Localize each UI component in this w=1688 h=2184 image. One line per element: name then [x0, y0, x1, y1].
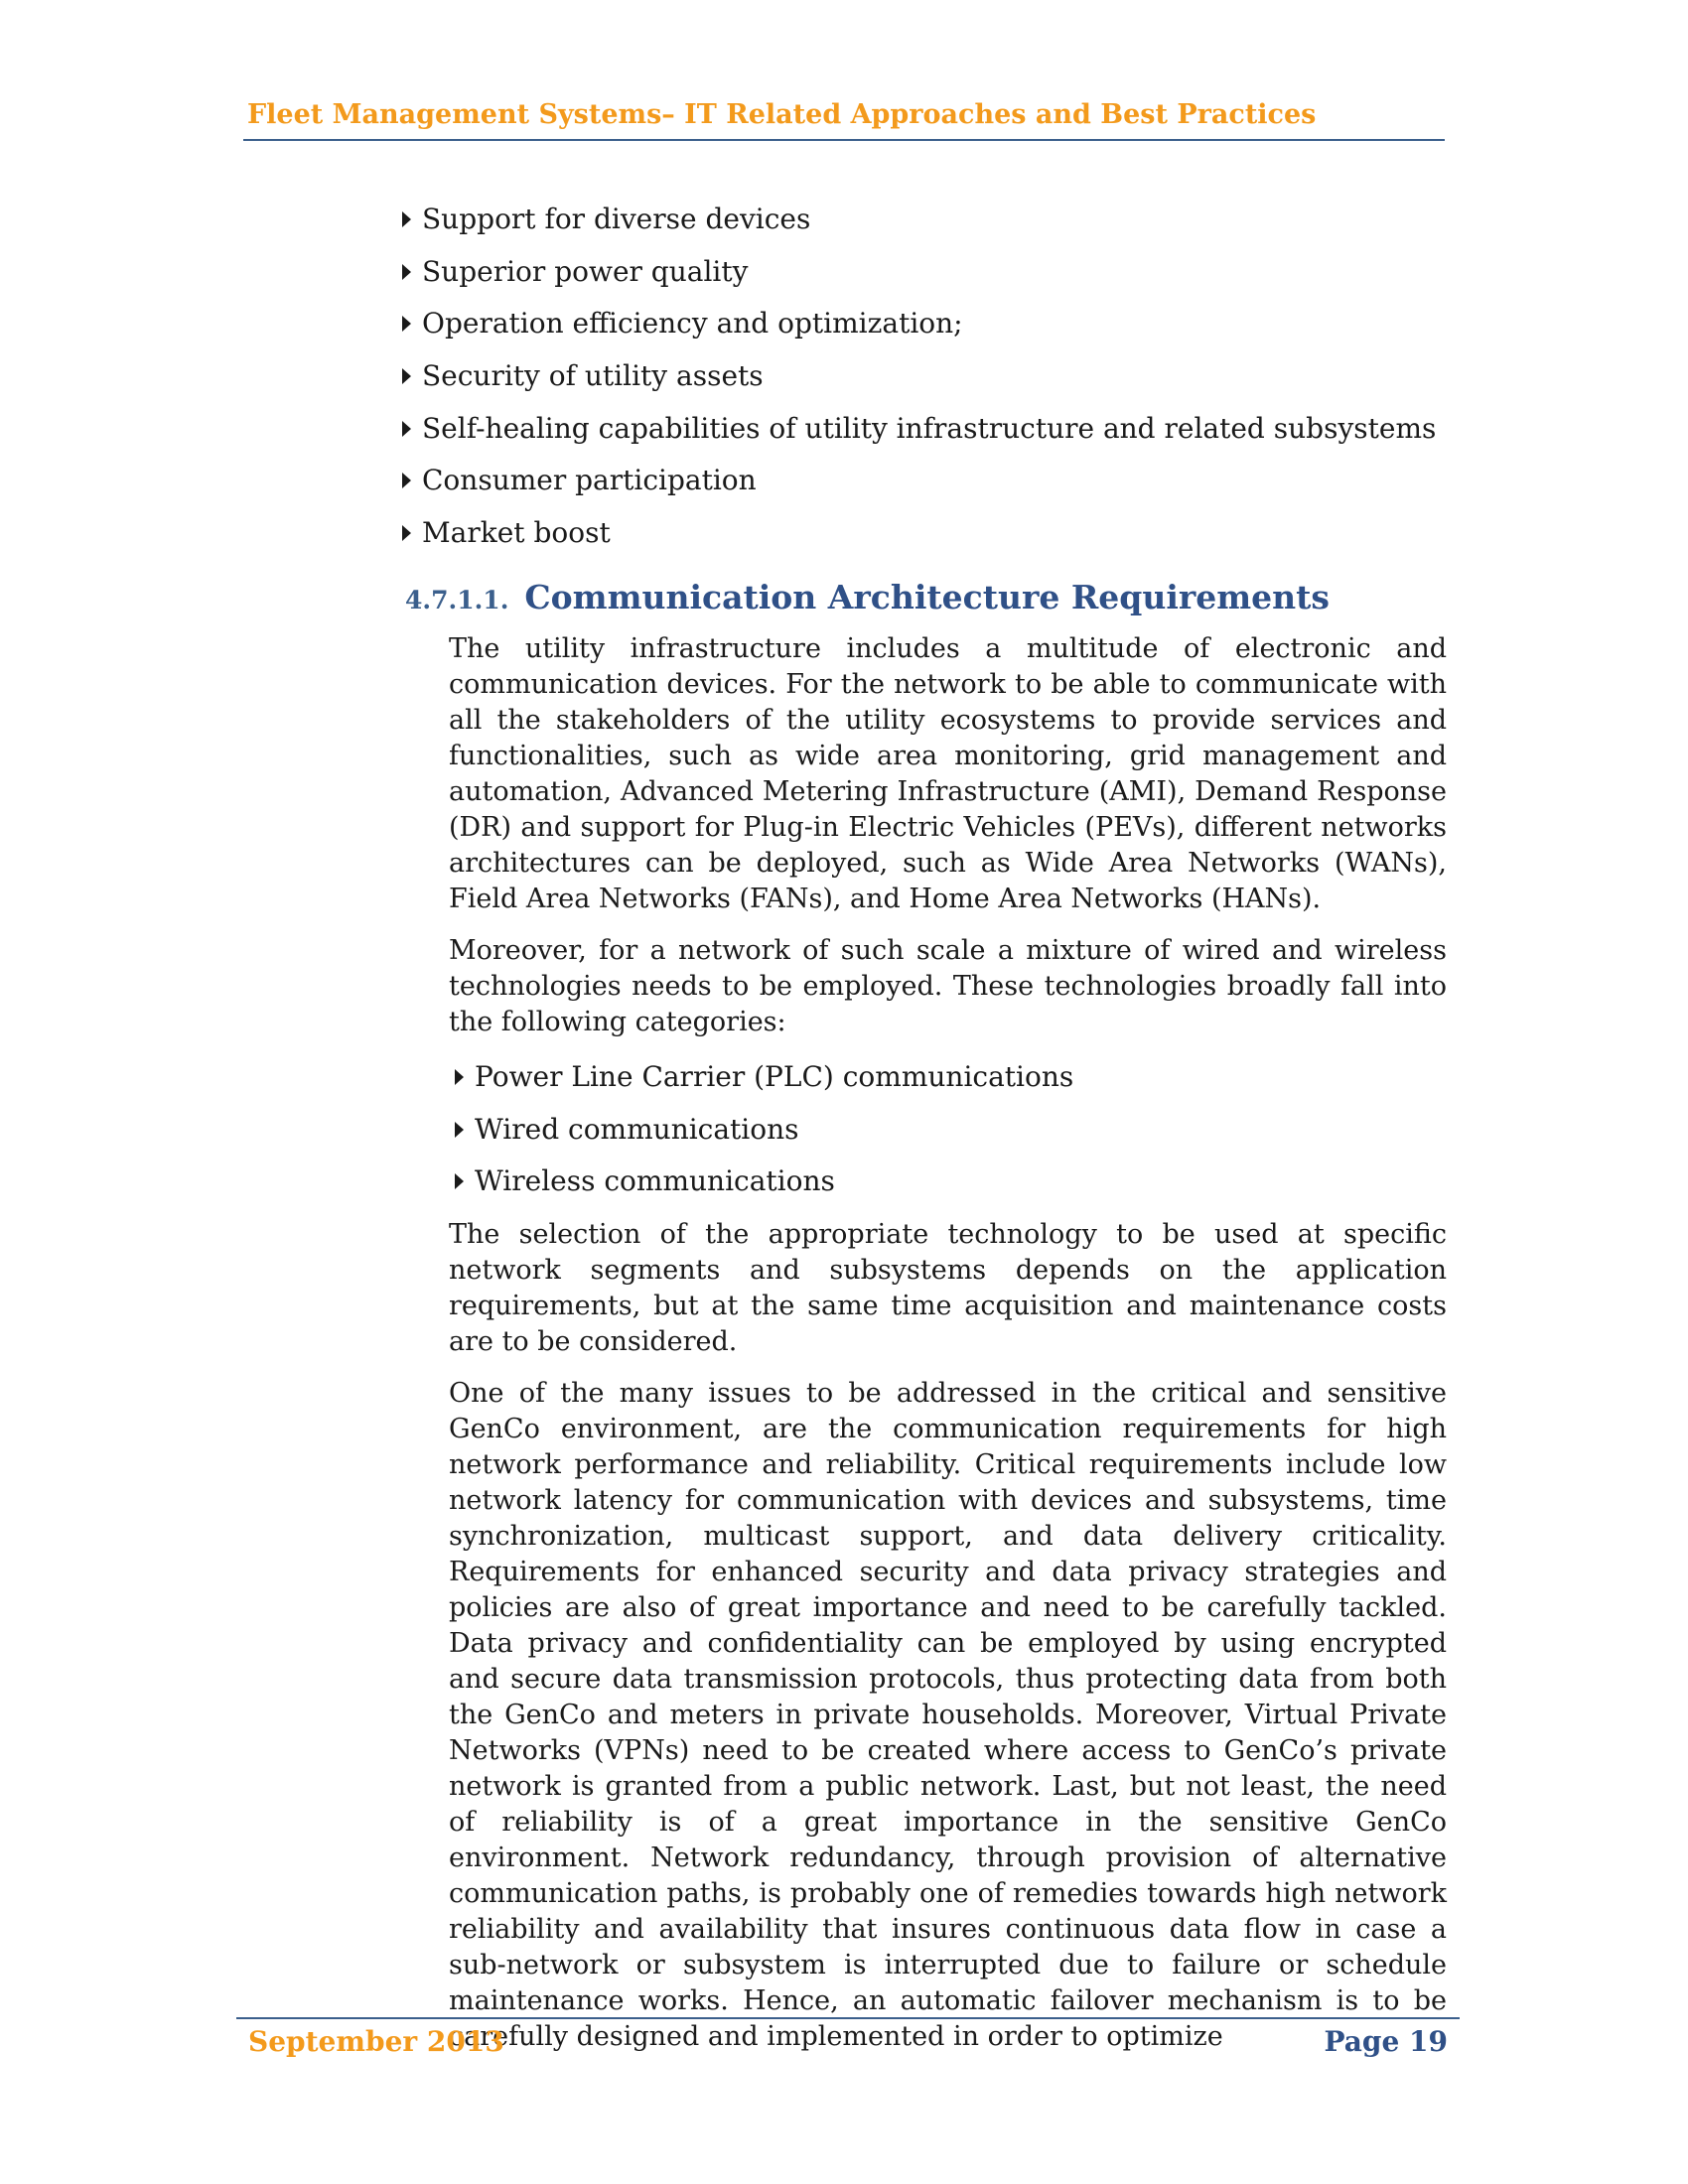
list-item — [402, 199, 1455, 251]
list-item — [402, 251, 1455, 304]
page-number: Page 19 — [1324, 2025, 1448, 2058]
list-item — [402, 355, 1455, 408]
section-heading — [405, 578, 1330, 616]
section-number: 4.7.1.1. — [405, 586, 509, 614]
page-header — [243, 95, 1445, 141]
benefits-list — [402, 199, 1455, 565]
list-item-text: Security of utility assets — [422, 359, 764, 393]
list-item-text: Wired communications — [475, 1112, 799, 1146]
list-item-text: Market boost — [422, 516, 611, 550]
technology-categories-list — [455, 1056, 1447, 1213]
triangle-bullet-icon — [455, 1069, 464, 1085]
list-item-text: Power Line Carrier (PLC) communications — [475, 1060, 1074, 1093]
footer-date: September 2013 — [248, 2025, 504, 2058]
list-item-text: Support for diverse devices — [422, 203, 811, 235]
list-item — [402, 303, 1455, 355]
paragraph-technologies: Moreover, for a network of such scale a mixture of wired and wireless technologies needs to be employed. These technologies broadly fall into the following categories: — [449, 935, 1447, 1037]
triangle-bullet-icon — [402, 316, 411, 332]
document-title: Fleet Management Systems– IT Related Approaches and Best Practices — [247, 99, 1317, 130]
paragraph-requirements: One of the many issues to be addressed in the critical and sensitive GenCo environment, are the communication requirements for high network performance and reliability. Critical requirements include low network latency for communication with devices and subsystems, time synchronization, multicast support, and data delivery criticality. Requirements for enhanced security and data privacy strategies and policies are also of great importance and need to be carefully tackled. Data privacy and confidentiality can be employed by using encrypted and secure data transmission protocols, thus protecting data from both the GenCo and meters in private households. Moreover, Virtual Private Networks (VPNs) need to be created where access to GenCo’s private network is granted from a public network. Last, but not least, the need of reliability is of a great importance in the sensitive GenCo environment. Network redundancy, through provision of alternative communication paths, is probably one of remedies towards high network reliability and availability that insures continuous data flow in case a sub-network or subsystem is interrupted due to failure or schedule maintenance works. Hence, an automatic failover mechanism is to be carefully designed and implemented in order to optimize — [449, 1378, 1447, 2053]
paragraph-selection: The selection of the appropriate technology to be used at specific network segments and subsystems depends on the application requirements, but at the same time acquisition and maintenance costs are to be considered. — [449, 1219, 1447, 1358]
list-item-text: Operation efficiency and optimization; — [422, 307, 963, 341]
triangle-bullet-icon — [402, 264, 411, 280]
triangle-bullet-icon — [455, 1122, 464, 1138]
triangle-bullet-icon — [402, 473, 411, 488]
list-item-text: Superior power quality — [422, 254, 749, 288]
list-item-text: Consumer participation — [422, 464, 757, 497]
triangle-bullet-icon — [402, 525, 411, 541]
list-item-text: Self-healing capabilities of utility infrastructure and related subsystems — [422, 411, 1437, 445]
page-footer — [236, 2017, 1460, 2069]
triangle-bullet-icon — [402, 368, 411, 384]
triangle-bullet-icon — [402, 211, 411, 227]
list-item — [455, 1109, 1447, 1161]
list-item — [402, 408, 1455, 461]
list-item — [402, 460, 1455, 512]
list-item-text: Wireless communications — [475, 1164, 835, 1198]
triangle-bullet-icon — [455, 1173, 464, 1189]
triangle-bullet-icon — [402, 421, 411, 437]
list-item — [402, 512, 1455, 565]
section-title: Communication Architecture Requirements — [524, 578, 1330, 616]
list-item — [455, 1160, 1447, 1213]
section-body — [449, 631, 1447, 2071]
list-item — [455, 1056, 1447, 1109]
paragraph-intro: The utility infrastructure includes a multitude of electronic and communication devices. For the network to be able to communicate with all the stakeholders of the utility ecosystems to provide services and functionalities, such as wide area monitoring, grid management and automation, Advanced Metering Infrastructure (AMI), Demand Response (DR) and support for Plug-in Electric Vehicles (PEVs), different networks architectures can be deployed, such as Wide Area Networks (WANs), Field Area Networks (FANs), and Home Area Networks (HANs). — [449, 633, 1447, 914]
